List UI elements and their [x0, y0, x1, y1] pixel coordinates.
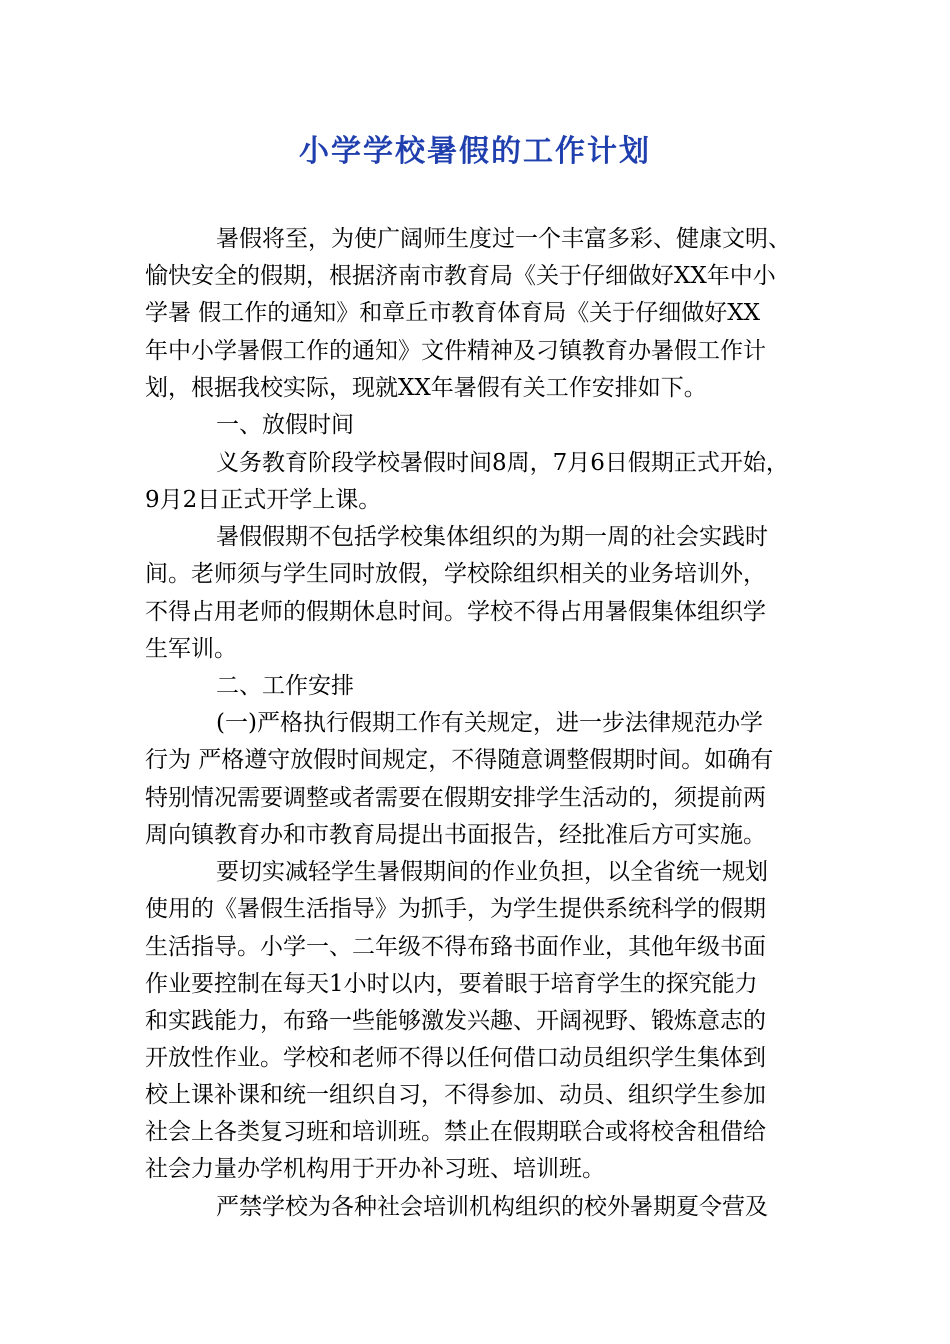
body-line: 年中小学暑假工作的通知》文件精神及刁镇教育办暑假工作计: [145, 338, 766, 364]
body-line: 义务教育阶段学校暑假时间8周，7月6日假期正式开始，: [216, 450, 789, 476]
body-line: 校上课补课和统一组织自习，不得参加、动员、组织学生参加: [145, 1082, 766, 1108]
body-line: 不得占用老师的假期休息时间。学校不得占用暑假集体组织学: [145, 599, 766, 625]
body-line: 要切实减轻学生暑假期间的作业负担，以全省统一规划: [216, 859, 768, 885]
body-line: 行为 严格遵守放假时间规定，不得随意调整假期时间。如确有: [145, 747, 774, 773]
body-line: 社会上各类复习班和培训班。禁止在假期联合或将校舍租借给: [145, 1119, 766, 1145]
body-line: 生军训。: [145, 636, 237, 662]
body-line: 周向镇教育办和市教育局提出书面报告，经批准后方可实施。: [145, 822, 766, 848]
body-line: 暑假将至，为使广阔师生度过一个丰富多彩、健康文明、: [216, 226, 791, 252]
body-line: 学暑 假工作的通知》和章丘市教育体育局《关于仔细做好XX: [145, 300, 761, 326]
body-line: 特别情况需要调整或者需要在假期安排学生活动的，须提前两: [145, 785, 766, 811]
body-line: 间。老师须与学生同时放假，学校除组织相关的业务培训外，: [145, 561, 766, 587]
body-line: 暑假假期不包括学校集体组织的为期一周的社会实践时: [216, 524, 768, 550]
body-line: 使用的《暑假生活指导》为抓手，为学生提供系统科学的假期: [145, 896, 766, 922]
body-line: 开放性作业。学校和老师不得以任何借口动员组织学生集体到: [145, 1045, 766, 1071]
body-line: 社会力量办学机构用于开办补习班、培训班。: [145, 1156, 605, 1182]
body-line: 和实践能力，布臵一些能够激发兴趣、开阔视野、锻炼意志的: [145, 1008, 766, 1034]
body-line: 作业要控制在每天1小时以内，要着眼于培育学生的探究能力: [145, 971, 758, 997]
body-line: 9月2日正式开学上课。: [145, 487, 382, 513]
document-title: 小学学校暑假的工作计划: [299, 134, 651, 169]
body-line: 生活指导。小学一、二年级不得布臵书面作业，其他年级书面: [145, 934, 766, 960]
section-heading: 一、放假时间: [216, 412, 354, 438]
body-line: 愉快安全的假期，根据济南市教育局《关于仔细做好XX年中小: [145, 263, 776, 289]
body-line: 划，根据我校实际，现就XX年暑假有关工作安排如下。: [145, 375, 707, 401]
body-line: (一)严格执行假期工作有关规定，进一步法律规范办学: [216, 710, 763, 736]
body-line: 严禁学校为各种社会培训机构组织的校外暑期夏令营及: [216, 1194, 768, 1220]
section-heading: 二、工作安排: [216, 673, 354, 699]
